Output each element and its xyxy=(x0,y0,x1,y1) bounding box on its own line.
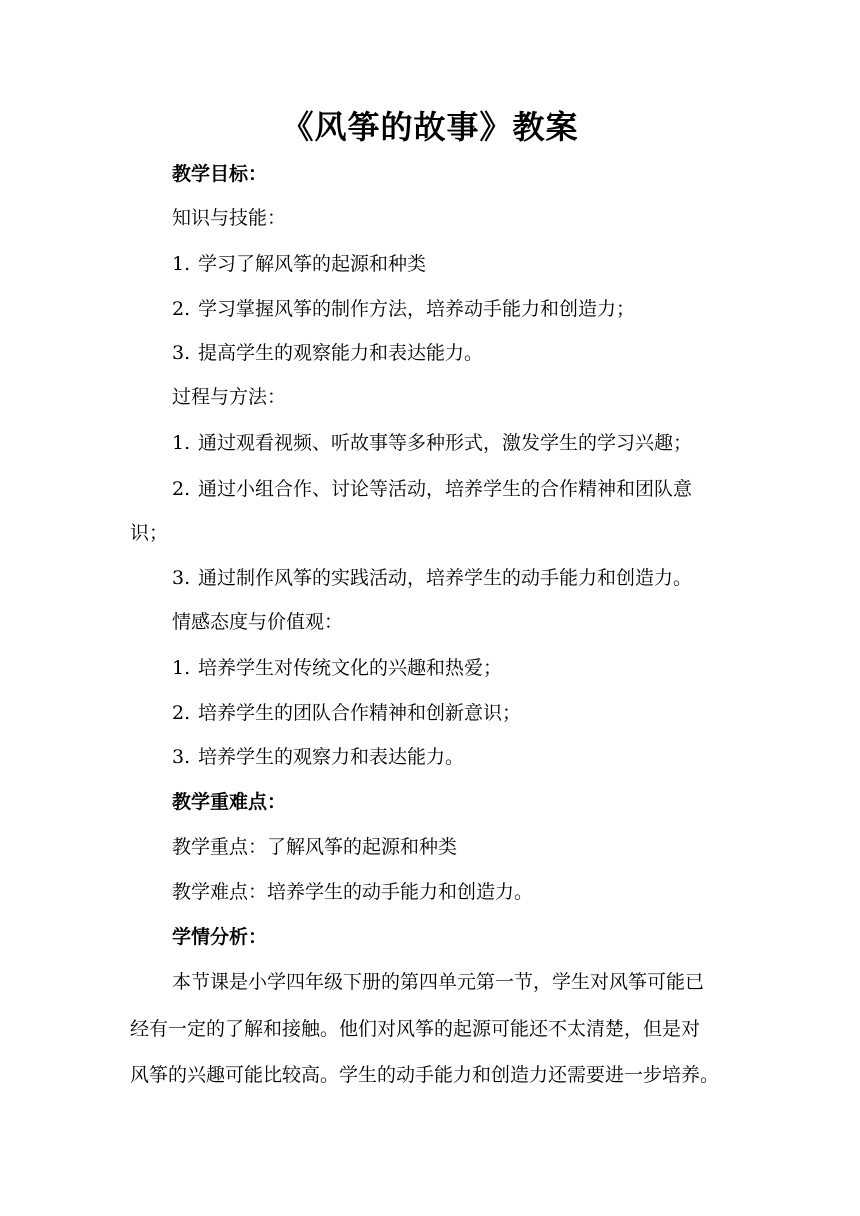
list-item xyxy=(172,655,502,681)
list-item-text: 培养学生对传统文化的兴趣和热爱； xyxy=(198,657,503,679)
list-item-number: 1. xyxy=(172,432,191,454)
analysis-line: 风筝的兴趣可能比较高。学生的动手能力和创造力还需要进一步培养。 xyxy=(130,1064,720,1086)
list-item xyxy=(172,430,692,456)
list-item xyxy=(172,744,464,770)
list-item-text: 学习掌握风筝的制作方法，培养动手能力和创造力； xyxy=(198,298,636,320)
subheading-emotion: 情感态度与价值观： xyxy=(172,611,344,633)
section-heading-objectives: 教学目标： xyxy=(172,163,268,185)
list-item xyxy=(172,476,692,502)
list-item-number: 1. xyxy=(172,657,191,679)
document-title: 《风筝的故事》教案 xyxy=(281,108,579,146)
list-item-text: 通过制作风筝的实践活动，培养学生的动手能力和创造力。 xyxy=(198,567,693,589)
list-item xyxy=(172,251,426,277)
list-item-number: 2. xyxy=(172,298,191,320)
list-item-number: 2. xyxy=(172,478,191,500)
list-item-text: 通过观看视频、听故事等多种形式，激发学生的学习兴趣； xyxy=(198,432,693,454)
list-item xyxy=(172,700,521,726)
list-item-number: 3. xyxy=(172,567,191,589)
list-item-text: 通过小组合作、讨论等活动，培养学生的合作精神和团队意 xyxy=(198,478,693,500)
list-item-continuation: 识； xyxy=(130,522,169,544)
list-item-text: 培养学生的观察力和表达能力。 xyxy=(198,746,465,768)
list-item-text: 培养学生的团队合作精神和创新意识； xyxy=(198,702,522,724)
subheading-knowledge: 知识与技能： xyxy=(172,207,287,229)
list-item xyxy=(172,296,635,322)
list-item-number: 3. xyxy=(172,746,191,768)
key-point-difficulty: 教学难点：培养学生的动手能力和创造力。 xyxy=(172,881,534,903)
list-item-text: 提高学生的观察能力和表达能力。 xyxy=(198,342,484,364)
list-item xyxy=(172,565,692,591)
section-heading-analysis: 学情分析： xyxy=(172,926,268,948)
analysis-line: 本节课是小学四年级下册的第四单元第一节，学生对风筝可能已 xyxy=(172,971,705,993)
subheading-process: 过程与方法： xyxy=(172,386,287,408)
list-item-text: 学习了解风筝的起源和种类 xyxy=(198,253,427,275)
list-item-number: 3. xyxy=(172,342,191,364)
list-item-number: 1. xyxy=(172,253,191,275)
list-item xyxy=(172,340,483,366)
section-heading-key-points: 教学重难点： xyxy=(172,791,287,813)
analysis-line: 经有一定的了解和接触。他们对风筝的起源可能还不太清楚，但是对 xyxy=(130,1018,701,1040)
list-item-number: 2. xyxy=(172,702,191,724)
key-point-focus: 教学重点：了解风筝的起源和种类 xyxy=(172,836,458,858)
